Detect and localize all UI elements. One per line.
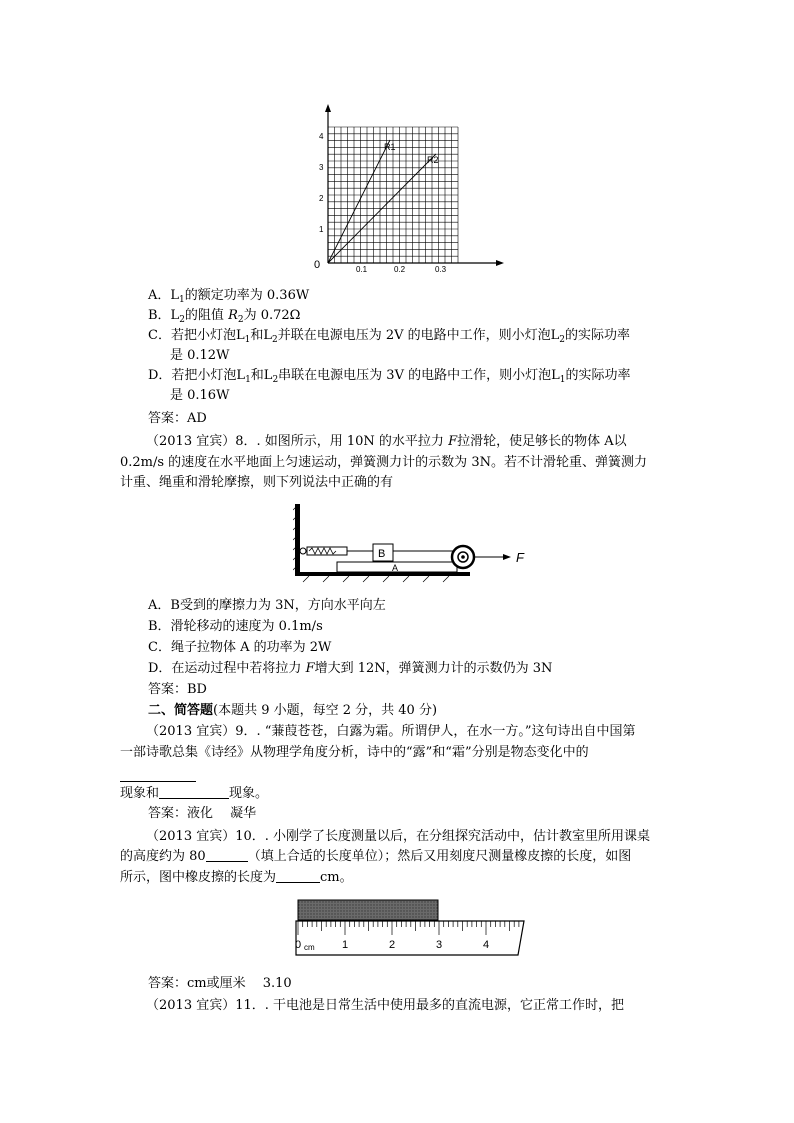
q8-stem-line1: （2013 宜宾）8．. 如图所示，用 10N 的水平拉力 F拉滑轮，使足够长的物体 A以: [146, 434, 627, 449]
graph-y-tick: 1: [319, 225, 324, 234]
section-title: 二、简答题(本题共 9 小题，每空 2 分，共 40 分): [148, 703, 438, 718]
graph-y-tick: 2: [319, 194, 324, 203]
ruler-label: 3: [436, 939, 443, 951]
q7-option-b: B．$L_2$的阻值 $R_2$为 0.72Ω: [148, 308, 301, 325]
force-arrow-icon: [503, 554, 511, 560]
q9-blank-2[interactable]: [159, 785, 229, 799]
q7-answer: 答案：AD: [148, 411, 207, 426]
q8-option-a: A．B受到的摩擦力为 3N，方向水平向左: [148, 598, 386, 613]
q9-stem-line1: （2013 宜宾）9．. “蒹葭苍苍，白露为霜。所谓伊人，在水一方。”这句诗出自中国第: [146, 724, 636, 739]
q7-option-c: C．若把小灯泡$L_1$和$L_2$并联在电源电压为 2V 的电路中工作，则小灯泡$L_2$的实际功率: [148, 328, 631, 345]
q8-stem-line2: 0.2m/s 的速度在水平地面上匀速运动，弹簧测力计的示数为 3N。若不计滑轮重、弹簧测力: [120, 455, 647, 470]
graph-r2-label: R2: [427, 155, 439, 165]
ruler-label: 1: [342, 939, 349, 951]
force-label: F: [516, 550, 524, 565]
q10-stem-line2: 的高度约为 80 （填上合适的长度单位）；然后又用刻度尺测量橡皮擦的长度，如图: [120, 849, 632, 864]
ground-hatch: [303, 576, 449, 582]
graph-origin-label: 0: [314, 259, 321, 271]
ruler-label: 2: [389, 939, 396, 951]
q10-answer: 答案：cm或厘米 3.10: [148, 976, 292, 991]
q7-option-c-cont: 是 0.12W: [170, 348, 230, 363]
q7-option-d: D．若把小灯泡$L_1$和$L_2$串联在电源电压为 3V 的电路中工作，则小灯泡$L_1$的实际功率: [148, 368, 631, 385]
graph-x-tick: 0.2: [394, 265, 406, 274]
q7-option-d-cont: 是 0.16W: [170, 388, 230, 403]
q10-blank-2[interactable]: [276, 869, 320, 883]
q7-option-a: A．$L_1$的额定功率为 0.36W: [148, 288, 310, 305]
q9-stem-line2: 一部诗歌总集《诗经》从物理学角度分析，诗中的“露”和“霜”分别是物态变化中的: [120, 745, 589, 760]
q8-answer: 答案：BD: [148, 682, 207, 697]
q8-stem-line3: 计重、绳重和滑轮摩擦，则下列说法中正确的有: [120, 475, 394, 490]
q10-stem-line3: 所示，图中橡皮擦的长度为 cm。: [120, 870, 353, 885]
eraser: [298, 900, 438, 920]
pulley-figure: [293, 500, 533, 588]
q9-answer: 答案：液化 凝华: [148, 806, 257, 821]
graph-x-arrow-icon: [496, 260, 504, 266]
q8-option-c: C．绳子拉物体 A 的功率为 2W: [148, 640, 332, 655]
ruler-figure: [292, 895, 532, 961]
graph-y-tick: 4: [319, 132, 324, 141]
q9-stem-line3: 现象和 现象。: [120, 786, 269, 801]
graph-y-tick: 3: [319, 163, 324, 172]
wall: [295, 504, 300, 574]
ruler-unit: cm: [304, 943, 315, 952]
q10-stem-line1: （2013 宜宾）10．. 小刚学了长度测量以后，在分组探究活动中，估计教室里所用课桌: [146, 829, 651, 844]
graph-x-tick: 0.1: [356, 265, 368, 274]
q8-option-b: B．滑轮移动的速度为 0.1m/s: [148, 619, 323, 634]
q9-blank-1[interactable]: [120, 781, 196, 782]
graph-x-tick: 0.3: [435, 265, 447, 274]
ground: [295, 572, 470, 576]
iu-graph: [308, 100, 508, 280]
q8-option-d: D．在运动过程中若将拉力 F增大到 12N，弹簧测力计的示数仍为 3N: [148, 661, 553, 676]
graph-r1-label: R1: [384, 142, 396, 152]
block-a-label: A: [392, 563, 399, 573]
block-b-label: B: [378, 548, 386, 560]
graph-y-arrow-icon: [325, 104, 331, 112]
ruler-label: 0: [295, 939, 302, 951]
q10-blank-1[interactable]: [206, 848, 248, 862]
ruler-label: 4: [483, 939, 490, 951]
ruler: [296, 921, 524, 955]
q11-stem-line1: （2013 宜宾）11．. 干电池是日常生活中使用最多的直流电源，它正常工作时，把: [146, 998, 625, 1013]
